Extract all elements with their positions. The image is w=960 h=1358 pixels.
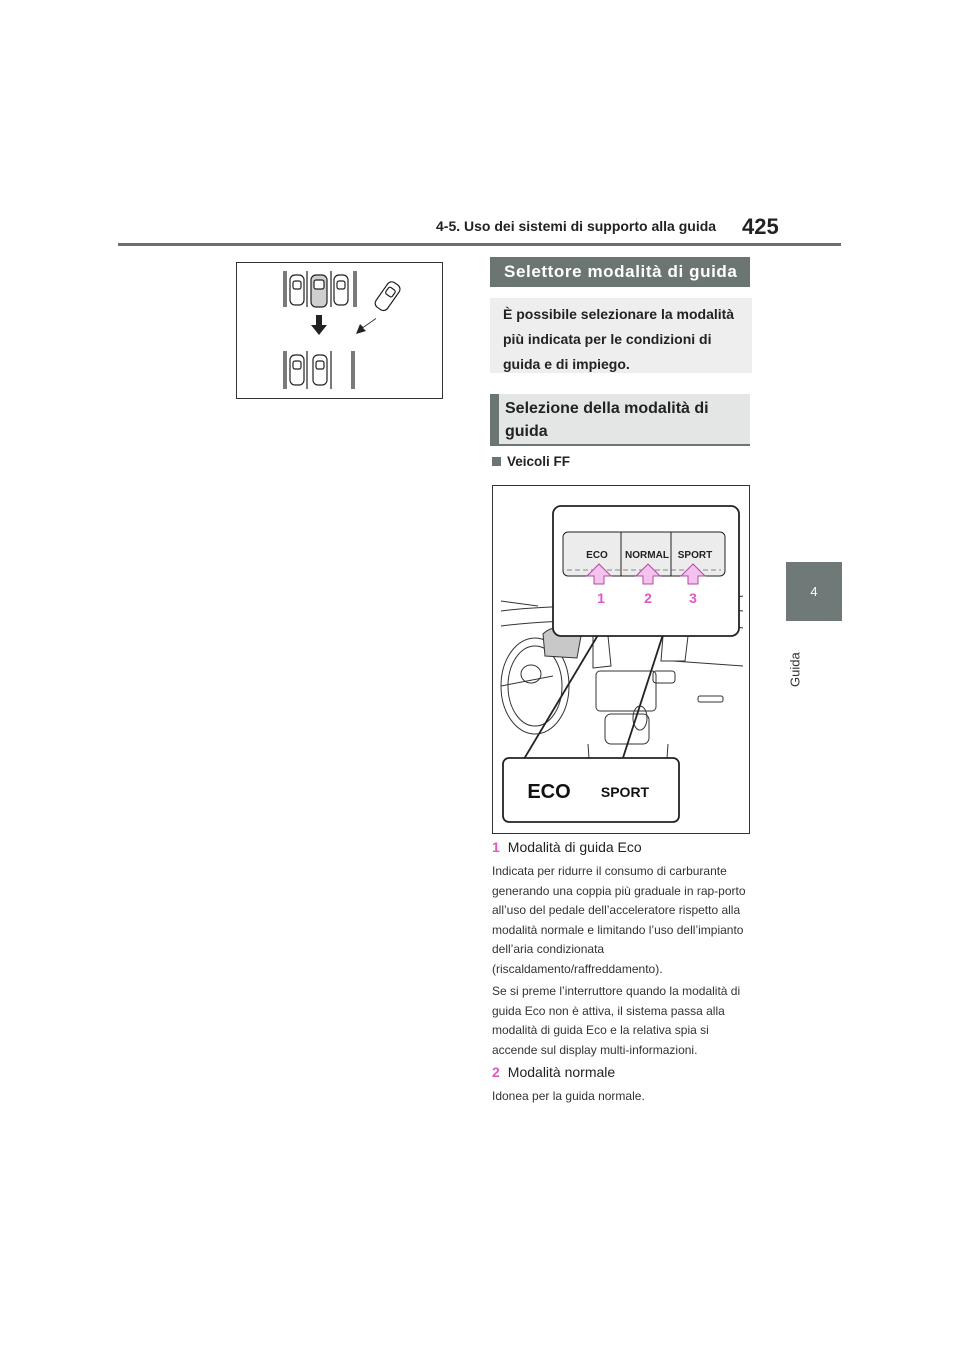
vehicle-type-label: Veicoli FF — [507, 454, 571, 469]
item-2-paragraph-1: Idonea per la guida normale. — [492, 1089, 645, 1103]
item-2-heading — [492, 1064, 615, 1080]
item-1-paragraph-1: Indicata per ridurre il consumo di carburante generando una coppia più graduale in rap-porto all’uso del pedale dell’acceleratore rispetto alla modalità normale e limitando l’uso dell’impianto dell’aria condizionata (riscaldamento/raffreddamento). — [492, 864, 746, 976]
display-sport-label: SPORT — [600, 784, 650, 800]
bullet-square-icon — [492, 457, 501, 466]
subsection-rule — [490, 444, 750, 446]
parking-drawing — [237, 263, 442, 398]
chapter-tab[interactable] — [786, 562, 842, 621]
page-number: 425 — [742, 214, 779, 239]
normal-button-label: NORMAL — [625, 550, 669, 561]
header-rule — [118, 243, 841, 246]
item-1-number: 1 — [492, 839, 500, 855]
subsection-heading: Selezione della modalità di guida — [490, 394, 750, 446]
chapter-number: 4 — [810, 584, 818, 599]
intro-box: È possibile selezionare la modalità più indicata per le condizioni di guida e di impiego. — [490, 298, 752, 373]
chapter-label: Guida — [787, 652, 803, 688]
drive-mode-illustration — [492, 485, 750, 834]
callout-number-3: 3 — [689, 590, 697, 606]
parking-illustration — [236, 262, 443, 399]
section-title: 4-5. Uso dei sistemi di supporto alla guida — [436, 218, 717, 234]
section-heading: Selettore modalità di guida — [490, 257, 750, 287]
item-2-number: 2 — [492, 1064, 500, 1080]
item-1-paragraph-2: Se si preme l’interruttore quando la modalità di guida Eco non è attiva, il sistema passa alla modalità di guida Eco e la relativa spia si accende sul display multi-informazioni. — [492, 984, 741, 1057]
callout-number-2: 2 — [644, 590, 652, 606]
cockpit-drawing — [493, 486, 749, 833]
display-eco-label: ECO — [527, 781, 571, 803]
item-2-title: Modalità normale — [507, 1064, 616, 1080]
vehicle-type-bullet — [492, 454, 570, 469]
item-1-title: Modalità di guida Eco — [507, 839, 642, 855]
sport-button-label: SPORT — [677, 550, 713, 561]
eco-button-label: ECO — [586, 550, 608, 561]
callout-number-1: 1 — [597, 590, 605, 606]
item-1-heading — [492, 839, 642, 855]
